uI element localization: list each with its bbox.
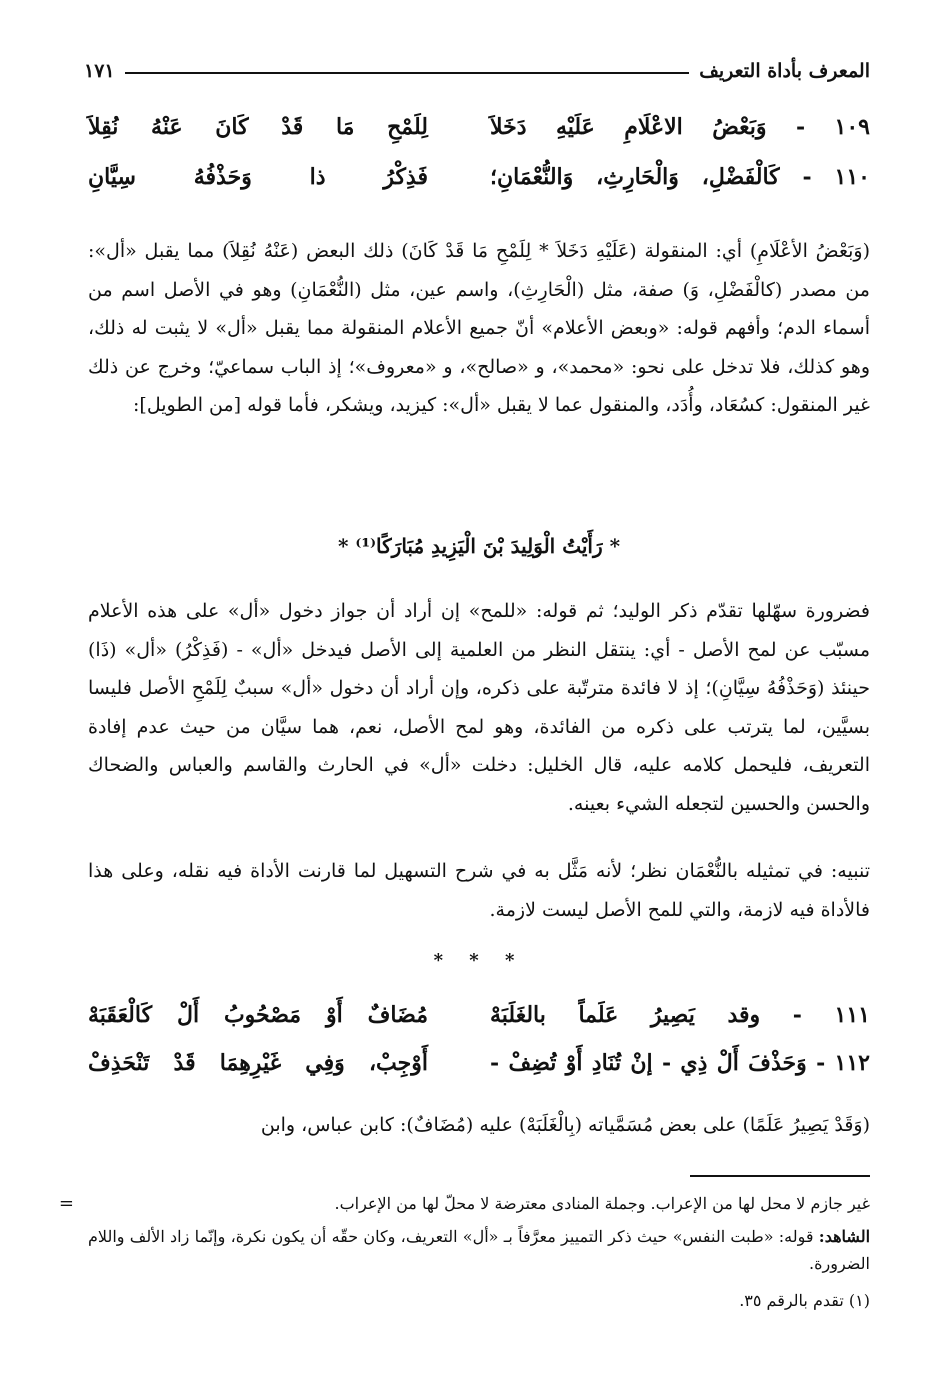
commentary-paragraph-1: (وَبَعْضُ الأعْلَامِ) أي: المنقولة (عَلَيْهِ دَخَلاَ * لِلَمْحِ مَا قَدْ كَانَ) ذلك البعض (عَنْهُ نُقِلاَ) مما يقبل «أل»: من مصدر (كالْفَضْلِ، وَ) صفة، مثل (الْحَارِثِ)، واسم عين، مثل (النُّعْمَانِ) وهو في الأصل اسم من أسماء الدم؛ وأفهم قوله: «وبعض الأعلام» أنّ جميع الأعلام المنقولة مما يقبل «أل» لا يثبت له ذلك، وهو كذلك، فلا تدخل على نحو: «محمد»، و «صالح»، و «معروف»؛ إذ الباب سماعيّ؛ وخرج عن ذلك غير المنقول: كسُعَاد، وأُدَد، والمنقول عما لا يقبل «أل»: كيزيد، ويشكر، فأما قوله [من الطويل]:	[88, 240, 870, 416]
page-header	[84, 54, 870, 88]
commentary-note-paragraph: تنبيه: في تمثيله بالنُّعْمَان نظر؛ لأنه مَثَّل به في شرح التسهيل لما قارنت الأداة فيه نقله، وعلى هذا فالأداة فيه لازمة، والتي للمح الأصل ليست لازمة.	[88, 860, 870, 921]
verse-second-hemistich: لِلَمْحِ مَا قَدْ كَانَ عَنْهُ نُقِلاَ	[88, 114, 428, 140]
verse-112	[88, 1050, 870, 1094]
header-rule	[125, 72, 690, 74]
verse-second-hemistich: مُضَافٌ أَوْ مَصْحُوبُ أَلْ كَالْعَقَبَهْ	[88, 1002, 428, 1028]
verse-first-hemistich: ١١٢ - وَحَذْفَ أَلْ ذِي - إنْ تُنَادِ أَوْ تُضِفْ -	[490, 1050, 870, 1076]
verse-111	[88, 1002, 870, 1046]
quoted-verse: * رَأَيْتُ الْوَلِيدَ بْنَ الْيَزِيدِ مُبَارَكًا⁽¹⁾ *	[337, 534, 621, 558]
verse-second-hemistich: فَذِكْرُ ذا وَحَذْفُهُ سِيَّانِ	[88, 164, 428, 190]
footnote-continuation: غير جازم لا محل لها من الإعراب. وجملة المنادى معترضة لا محلّ لها من الإعراب.	[334, 1194, 870, 1213]
footnote-shahid: الشاهد: قوله: «طبت النفس» حيث ذكر التمييز معرَّفاً بـ «أل» التعريف، وكان حقّه أن يكون نكرة، وإنّما زاد الألف واللام الضرورة.	[88, 1227, 871, 1273]
footnote-rule	[690, 1175, 870, 1177]
continuation-mark: =	[58, 1193, 74, 1214]
verse-109	[88, 114, 870, 158]
verse-first-hemistich: ١٠٩ - وَبَعْضُ الاعْلَامِ عَلَيْهِ دَخَلاَ	[490, 114, 870, 140]
page-number: ١٧١	[84, 60, 115, 82]
footnote-1: (١) تقدم بالرقم ٣٥.	[739, 1291, 870, 1310]
shahid-label: الشاهد:	[818, 1227, 871, 1246]
verse-first-hemistich: ١١١ - وقد يَصِيرُ عَلَماً بالغَلَبَهْ	[490, 1002, 870, 1028]
section-separator: * * *	[433, 950, 525, 971]
commentary-paragraph-2: فضرورة سهّلها تقدّم ذكر الوليد؛ ثم قوله: «للمح» إن أراد أن جواز دخول «أل» على هذه الأعلام مسبّب عن لمح الأصل - أي: ينتقل النظر من العلمية إلى الأصل فيدخل «أل» - (فَذِكْرُ) «أل» (ذَا) حينئذ (وَحَذْفُهُ سِيَّانِ)؛ إذ لا فائدة مترتّبة على ذكره، وإن أراد أن دخول «أل» سببٌ لِلَمْحِ الأصل فليسا بسيَّين، لما يترتب على ذكره من الفائدة، وهو لمح الأصل، نعم، هما سيَّان من حيث عدم إفادة التعريف، فليحمل كلامه عليه، قال الخليل: دخلت «أل» في الحارث والقاسم والعباس والضحاك والحسن والحسين لتجعله الشيء بعينه.	[88, 600, 870, 815]
commentary-paragraph-3: (وَقَدْ يَصِيرُ عَلَمًا) على بعض مُسَمَّياته (بِالْغَلَبَهْ) عليه (مُضَافٌ): كابن عباس، وابن	[260, 1114, 870, 1136]
running-title: المعرف بأداة التعريف	[699, 60, 870, 82]
footnotes	[88, 1190, 870, 1314]
verse-110	[88, 164, 870, 208]
verse-first-hemistich: ١١٠ - كَالْفَضْلِ، وَالْحَارِثِ، وَالنُّعْمَانِ؛	[490, 164, 870, 190]
verse-second-hemistich: أَوْجِبْ، وَفِي غَيْرِهِمَا قَدْ تَنْحَذِفْ	[88, 1050, 428, 1076]
